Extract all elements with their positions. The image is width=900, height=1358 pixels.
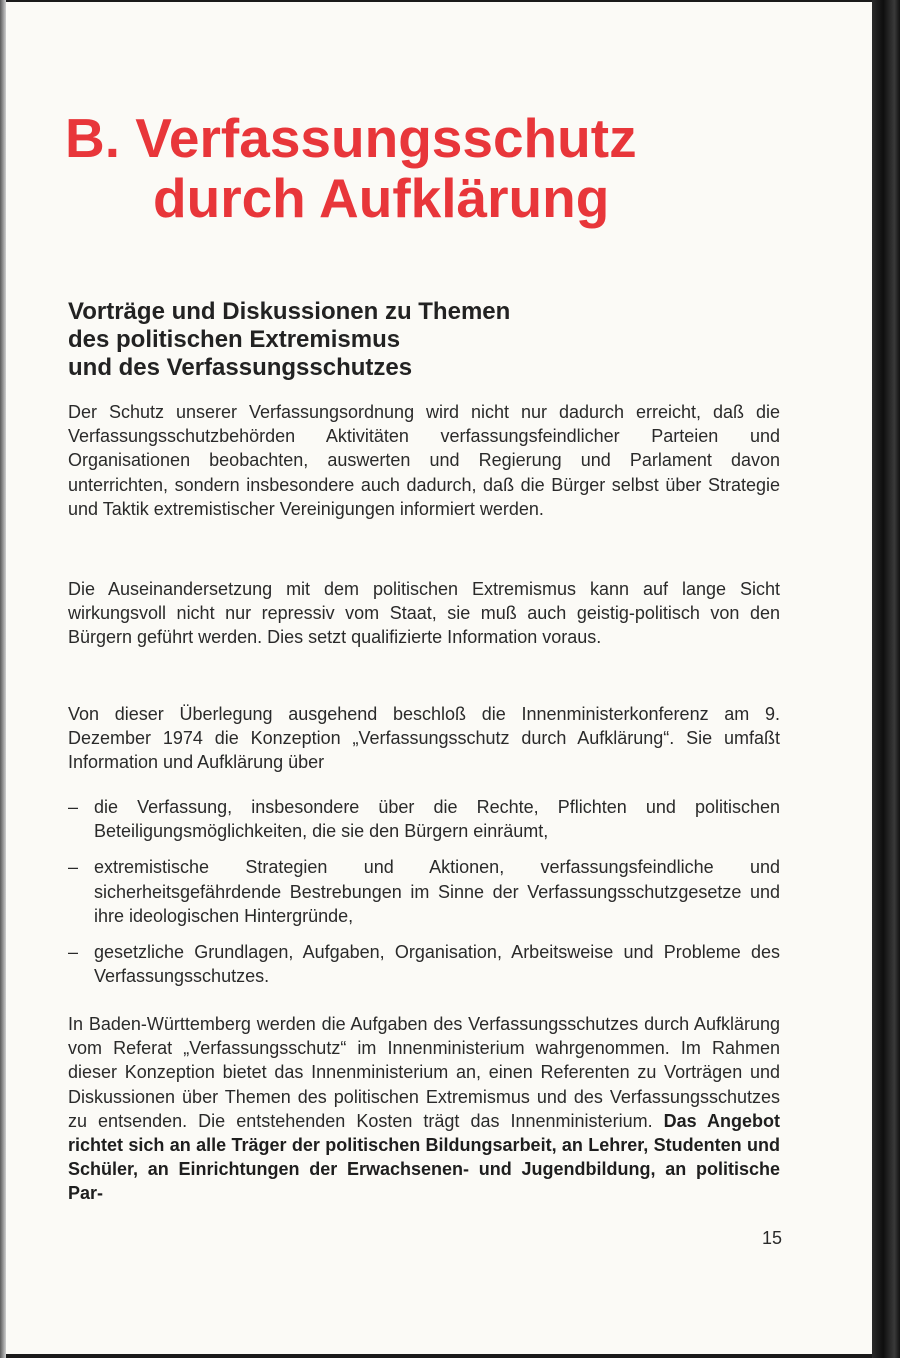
list-dash: – <box>68 942 79 963</box>
paragraph-4-regular: In Baden-Württemberg werden die Aufgaben des Verfassungsschutzes durch Aufklärung vom Referat „Verfassungsschutz“ im Innenministerium wahrgenommen. Im Rahmen dieser Konzeption bietet das Innenministerium an, einen Referenten zu Vorträgen und Diskussionen über Themen des politischen Extremismus und des Verfassungsschutzes zu entsenden. Die entstehenden Kosten trägt das Innenministerium. <box>68 1014 780 1131</box>
paragraph-3: Von dieser Überlegung ausgehend beschloß die Innenministerkonferenz am 9. Dezember 1974 die Konzeption „Verfassungsschutz durch Aufklärung“. Sie umfaßt Information und Aufklärung über <box>68 704 780 773</box>
section-heading-line2: durch Aufklärung <box>153 167 610 229</box>
list-item-text: die Verfassung, insbesondere über die Rechte, Pflichten und politischen Beteiligungsmöglichkeiten, die sie den Bürgern einräumt, <box>94 797 780 842</box>
page-number: 15 <box>762 1228 783 1248</box>
paragraph-1: Der Schutz unserer Verfassungsordnung wird nicht nur dadurch erreicht, daß die Verfassungsschutzbehörden Aktivitäten verfassungsfeindlicher Parteien und Organisationen beobachten, auswerten und Regierung und Parlament davon unterrichten, sondern insbesondere auch dadurch, daß die Bürger selbst über Strategie und Taktik extremistischer Vereinigungen informiert werden. <box>68 402 780 519</box>
list-dash: – <box>68 857 79 878</box>
subheading <box>68 298 628 382</box>
page-edge-shadow <box>872 0 900 1358</box>
subheading-line1: Vorträge und Diskussionen zu Themen <box>68 298 511 325</box>
list-item <box>68 855 780 928</box>
topic-list <box>68 795 780 1000</box>
list-item-text: extremistische Strategien und Aktionen, verfassungsfeindliche und sicherheitsgefährdende Bestrebungen im Sinne der Verfassungsschutzgesetze und ihre ideologischen Hintergründe, <box>94 857 780 926</box>
subheading-line3: und des Verfassungsschutzes <box>68 354 413 381</box>
section-heading-line1: B. Verfassungsschutz <box>65 107 637 169</box>
list-item <box>68 940 780 988</box>
list-item <box>68 795 780 843</box>
list-dash: – <box>68 797 79 817</box>
paragraph-4 <box>68 1012 780 1206</box>
document-page <box>6 2 872 1354</box>
section-heading <box>65 108 637 228</box>
paragraph-2: Die Auseinandersetzung mit dem politischen Extremismus kann auf lange Sicht wirkungsvoll nicht nur repressiv vom Staat, sie muß auch geistig-politisch von den Bürgern geführt werden. Dies setzt qualifizierte Information voraus. <box>68 579 780 648</box>
list-item-text: gesetzliche Grundlagen, Aufgaben, Organisation, Arbeitsweise und Probleme des Verfassungsschutzes. <box>94 942 780 987</box>
paragraph-4-bold: Das Angebot richtet sich an alle Träger der politischen Bildungsarbeit, an Lehrer, Studenten und Schüler, an Einrichtungen der Erwachsenen- und Jugendbildung, an politische Par- <box>68 1110 780 1204</box>
subheading-line2: des politischen Extremismus <box>68 326 401 353</box>
